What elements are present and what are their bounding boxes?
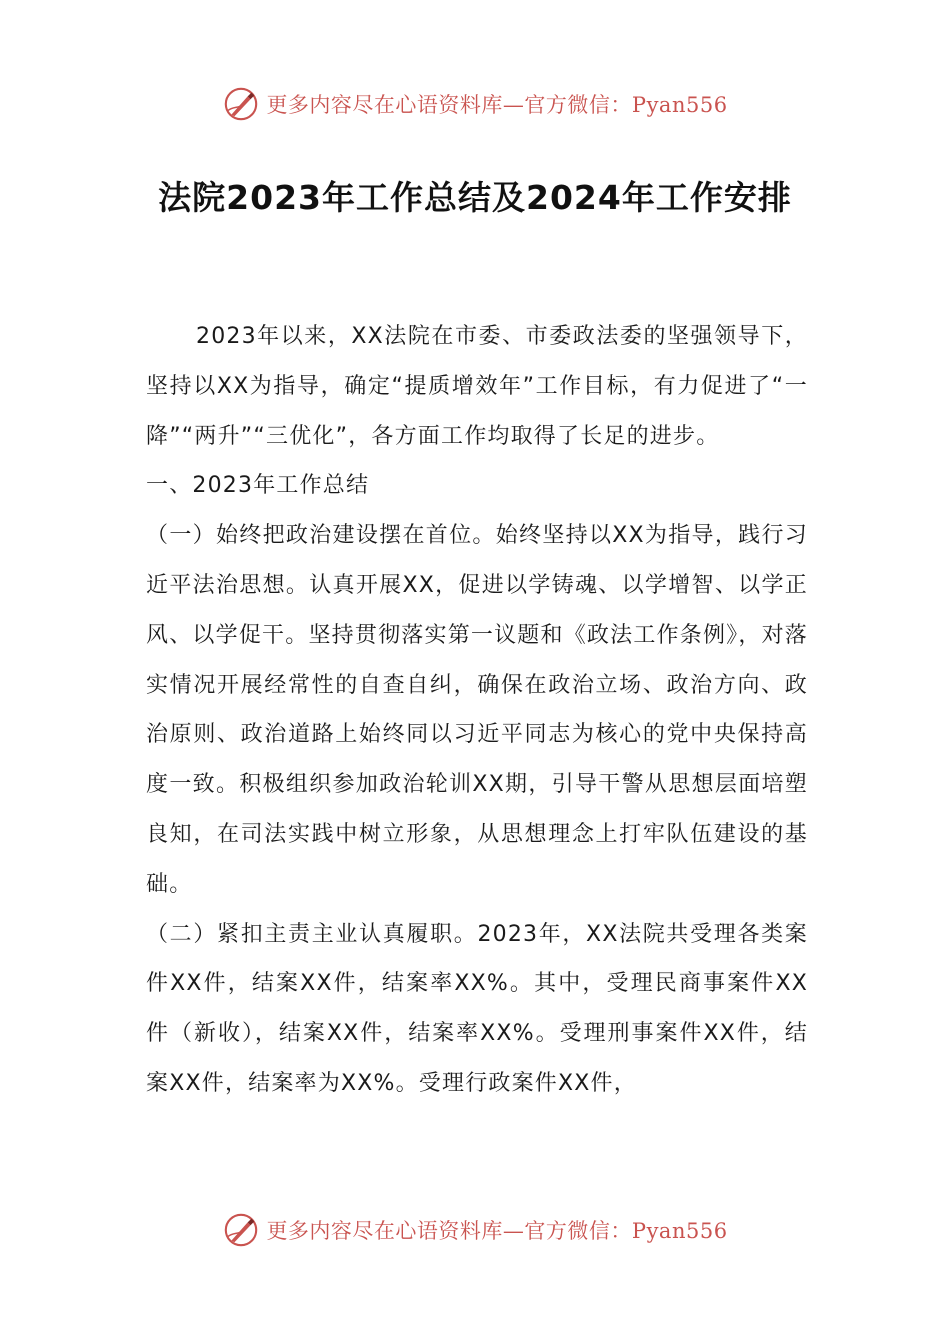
pen-logo-icon [222, 1211, 260, 1249]
body-paragraph-2: （二）紧扣主责主业认真履职。2023年，XX法院共受理各类案件XX件，结案XX件，结案率XX%。其中，受理民商事案件XX件（新收），结案XX件，结案率XX%。受理刑事案件XX件，结案XX件，结案率为XX%。受理行政案件XX件， [146, 921, 808, 1096]
section-heading: 一、2023年工作总结 [146, 473, 370, 499]
document-body [146, 312, 808, 1109]
pen-logo-icon [222, 85, 260, 123]
intro-paragraph: 2023年以来，XX法院在市委、市委政法委的坚强领导下，坚持以XX为指导，确定“提质增效年”工作目标，有力促进了“一降”“两升”“三优化”，各方面工作均取得了长足的进步。 [146, 324, 808, 449]
footer-watermark [0, 1210, 950, 1250]
document-title: 法院2023年工作总结及2024年工作安排 [158, 178, 792, 217]
body-paragraph-1: （一）始终把政治建设摆在首位。始终坚持以XX为指导，践行习近平法治思想。认真开展XX，促进以学铸魂、以学增智、以学正风、以学促干。坚持贯彻落实第一议题和《政法工作条例》，对落实情况开展经常性的自查自纠，确保在政治立场、政治方向、政治原则、政治道路上始终同以习近平同志为核心的党中央保持高度一致。积极组织参加政治轮训XX期，引导干警从思想层面培塑良知，在司法实践中树立形象，从思想理念上打牢队伍建设的基础。 [146, 523, 808, 897]
header-watermark-text: 更多内容尽在心语资料库—官方微信：Pyan556 [266, 93, 728, 117]
footer-watermark-text: 更多内容尽在心语资料库—官方微信：Pyan556 [266, 1219, 728, 1243]
header-watermark [0, 84, 950, 124]
